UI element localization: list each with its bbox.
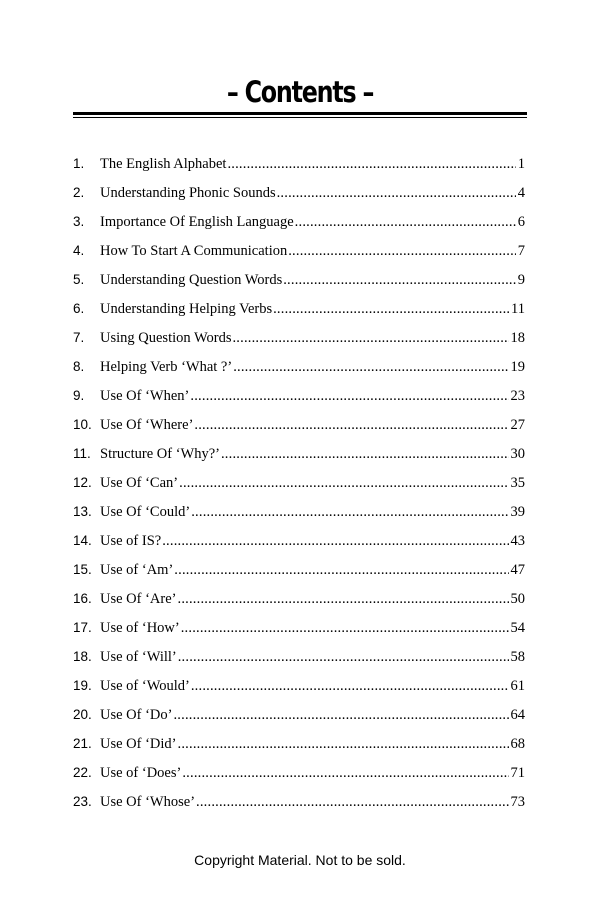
toc-entry-title: Use Of ‘When’ [100,388,190,404]
toc-entry-page: 68 [510,736,525,752]
toc-dot-leader [178,643,509,671]
toc-entry [73,497,525,526]
toc-entry-title: Understanding Phonic Sounds [100,185,276,201]
toc-entry-title: Use of ‘Would’ [100,678,190,694]
toc-entry-page: 30 [510,446,525,462]
title-rule-thick [73,112,527,115]
toc-entry-number: 6. [73,301,85,316]
toc-dot-leader [178,585,509,613]
toc-entry-number: 12. [73,475,92,490]
toc-entry [73,439,525,468]
toc-entry [73,758,525,787]
toc-entry-page: 47 [510,562,525,578]
toc-entry-title: Use Of ‘Do’ [100,707,173,723]
toc-entry [73,613,525,642]
toc-entry-number: 10. [73,417,92,432]
toc-entry-page: 6 [517,214,525,230]
toc-dot-leader [173,701,508,729]
toc-dot-leader [194,411,508,439]
toc-dot-leader [295,208,516,236]
toc-entry-number: 20. [73,707,92,722]
toc-entry-number: 1. [73,156,85,171]
toc-dot-leader [283,266,516,294]
toc-entry [73,555,525,584]
toc-dot-leader [162,527,508,555]
toc-entry-number: 19. [73,678,92,693]
toc-entry-title: Use of ‘Am’ [100,562,174,578]
toc-entry-page: 35 [510,475,525,491]
toc-dot-leader [181,614,509,642]
toc-entry-number: 16. [73,591,92,606]
toc-entry-title: Use of ‘How’ [100,620,180,636]
toc-entry-page: 61 [510,678,525,694]
page-title: – Contents – [226,75,374,109]
toc-entry [73,149,525,178]
toc-entry-number: 17. [73,620,92,635]
toc-entry-page: 58 [510,649,525,665]
toc-entry-title: Use Of ‘Could’ [100,504,191,520]
toc-entry-title: Helping Verb ‘What ?’ [100,359,233,375]
toc-dot-leader [227,150,515,178]
toc-entry-page: 18 [510,330,525,346]
toc-entry-number: 2. [73,185,85,200]
toc-entry [73,729,525,758]
toc-entry-title: Use of IS? [100,533,162,549]
toc-dot-leader [233,353,508,381]
toc-entry-number: 13. [73,504,92,519]
toc-entry-number: 9. [73,388,85,403]
toc-entry-page: 11 [511,301,525,317]
toc-entry-title: Using Question Words [100,330,232,346]
toc-entry-page: 73 [510,794,525,810]
toc-entry-page: 19 [510,359,525,375]
toc-entry-number: 21. [73,736,92,751]
toc-entry [73,787,525,816]
toc-dot-leader [273,295,509,323]
toc-entry-number: 18. [73,649,92,664]
toc-entry-number: 15. [73,562,92,577]
toc-entry [73,294,525,323]
toc-entry-page: 4 [517,185,525,201]
toc-entry-page: 1 [517,156,525,172]
toc-dot-leader [174,556,508,584]
toc-entry-page: 39 [510,504,525,520]
toc-entry-number: 7. [73,330,85,345]
table-of-contents [73,149,525,816]
toc-entry-page: 23 [510,388,525,404]
toc-entry [73,671,525,700]
toc-entry-number: 8. [73,359,85,374]
toc-entry [73,352,525,381]
toc-dot-leader [221,440,509,468]
toc-entry [73,410,525,439]
toc-dot-leader [191,672,509,700]
toc-entry-page: 71 [510,765,525,781]
toc-entry-title: Use Of ‘Whose’ [100,794,196,810]
toc-dot-leader [178,730,509,758]
toc-dot-leader [196,788,508,816]
toc-entry [73,265,525,294]
toc-entry-title: Use Of ‘Where’ [100,417,194,433]
toc-entry-page: 27 [510,417,525,433]
toc-entry-page: 9 [517,272,525,288]
toc-entry-title: Understanding Question Words [100,272,283,288]
toc-entry-title: Understanding Helping Verbs [100,301,273,317]
toc-entry-title: Use of ‘Does’ [100,765,182,781]
toc-entry-number: 3. [73,214,85,229]
toc-entry-page: 43 [510,533,525,549]
toc-entry-page: 50 [510,591,525,607]
toc-entry-page: 64 [510,707,525,723]
toc-entry-page: 7 [517,243,525,259]
toc-entry [73,207,525,236]
toc-dot-leader [190,382,508,410]
copyright-footer: Copyright Material. Not to be sold. [194,852,406,868]
toc-entry-number: 4. [73,243,85,258]
toc-entry-number: 22. [73,765,92,780]
toc-entry [73,381,525,410]
toc-entry-title: How To Start A Communication [100,243,288,259]
toc-entry [73,642,525,671]
toc-entry-title: Importance Of English Language [100,214,294,230]
toc-entry-title: Structure Of ‘Why?’ [100,446,220,462]
toc-entry [73,323,525,352]
toc-entry [73,584,525,613]
toc-entry-title: Use of ‘Will’ [100,649,177,665]
toc-dot-leader [288,237,516,265]
toc-entry-title: Use Of ‘Did’ [100,736,177,752]
toc-entry [73,700,525,729]
toc-entry [73,178,525,207]
toc-entry-number: 5. [73,272,85,287]
toc-entry-number: 14. [73,533,92,548]
title-rule-thin [73,117,527,118]
toc-entry-page: 54 [510,620,525,636]
toc-dot-leader [179,469,508,497]
toc-entry-title: The English Alphabet [100,156,227,172]
toc-dot-leader [182,759,508,787]
toc-entry-title: Use Of ‘Are’ [100,591,177,607]
toc-entry [73,526,525,555]
toc-entry-number: 11. [73,446,91,461]
toc-dot-leader [277,179,516,207]
toc-dot-leader [191,498,508,526]
toc-entry-number: 23. [73,794,92,809]
toc-dot-leader [232,324,508,352]
toc-entry [73,236,525,265]
toc-entry-title: Use Of ‘Can’ [100,475,179,491]
toc-entry [73,468,525,497]
